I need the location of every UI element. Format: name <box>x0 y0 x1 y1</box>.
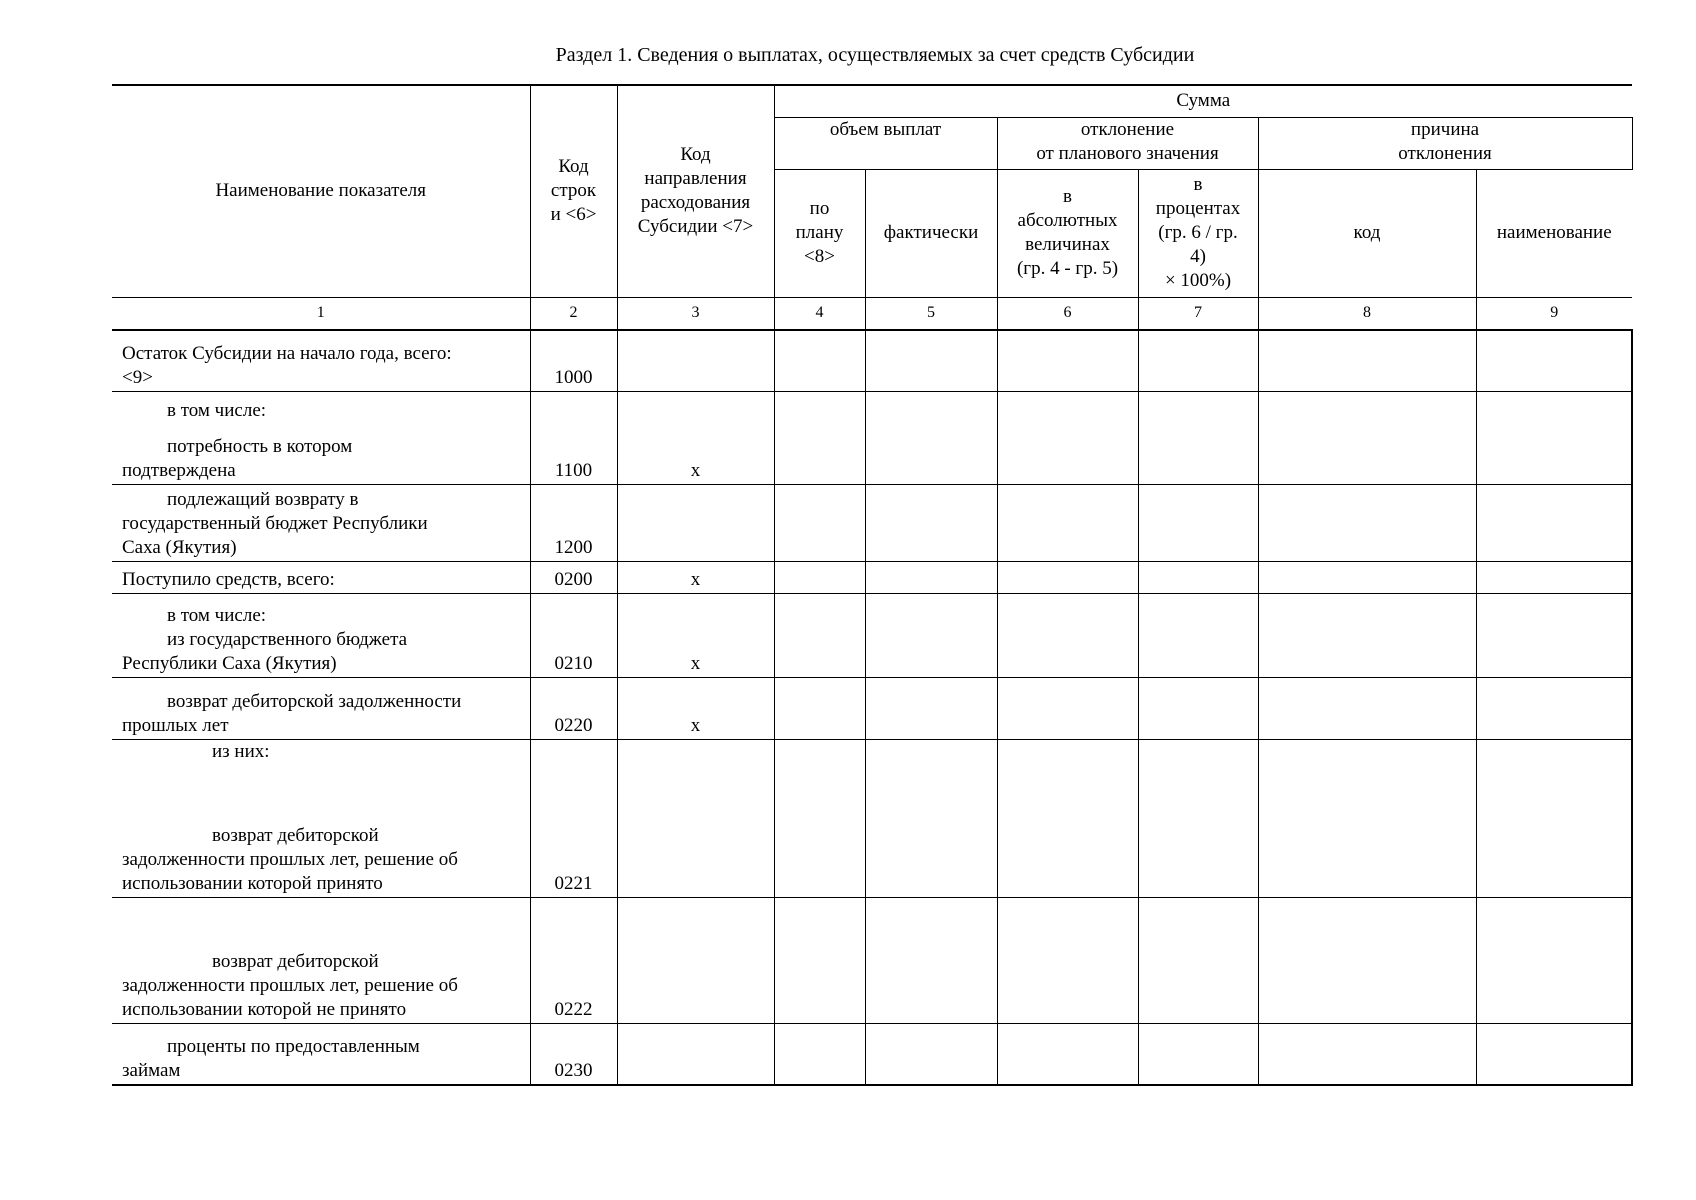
cell-absolute[interactable] <box>997 897 1138 1023</box>
row-direction <box>617 330 774 391</box>
cell-absolute[interactable] <box>997 1023 1138 1085</box>
cell-reason-name[interactable] <box>1476 677 1632 739</box>
row-name-line: возврат дебиторской <box>212 824 379 846</box>
row-name-line: возврат дебиторской <box>212 950 379 972</box>
cell-reason-name[interactable] <box>1476 391 1632 484</box>
header-deviation-l1: отклонение <box>1080 118 1175 140</box>
row-name-line: прошлых лет <box>122 714 229 736</box>
header-volume: объем выплат <box>774 117 997 169</box>
cell-reason-code[interactable] <box>1258 897 1476 1023</box>
header-reason-l2: отклонения <box>1398 142 1492 164</box>
cell-percent[interactable] <box>1138 677 1258 739</box>
row-name-line: Поступило средств, всего: <box>122 568 335 590</box>
row-name-line: использовании которой принято <box>122 872 383 894</box>
cell-plan[interactable] <box>774 561 865 593</box>
row-name-line: проценты по предоставленным <box>167 1036 420 1057</box>
cell-plan[interactable] <box>774 391 865 484</box>
table-row <box>112 561 1632 593</box>
cell-percent[interactable] <box>1138 484 1258 561</box>
cell-percent[interactable] <box>1138 561 1258 593</box>
cell-absolute[interactable] <box>997 677 1138 739</box>
header-direction-code-l3: расходования <box>640 192 751 214</box>
table-row <box>112 677 1632 739</box>
row-direction: x <box>617 561 774 593</box>
cell-plan[interactable] <box>774 593 865 677</box>
column-number-1: 1 <box>112 297 530 330</box>
header-direction-code-l2: направления <box>644 168 747 190</box>
cell-actual[interactable] <box>865 391 997 484</box>
header-absolute-l1: в <box>1063 186 1072 207</box>
cell-reason-name[interactable] <box>1476 330 1632 391</box>
row-code: 0210 <box>530 593 617 677</box>
cell-actual[interactable] <box>865 561 997 593</box>
row-name <box>112 677 530 739</box>
row-code: 1200 <box>530 484 617 561</box>
header-reason-name: наименование <box>1476 169 1632 297</box>
header-plan <box>774 169 865 297</box>
column-number-5: 5 <box>865 297 997 330</box>
row-direction <box>617 739 774 897</box>
cell-reason-code[interactable] <box>1258 677 1476 739</box>
cell-reason-name[interactable] <box>1476 897 1632 1023</box>
row-direction <box>617 1023 774 1085</box>
row-name <box>112 484 530 561</box>
section-title: Раздел 1. Сведения о выплатах, осуществляемых за счет средств Субсидии <box>555 44 1195 66</box>
row-direction <box>617 897 774 1023</box>
cell-percent[interactable] <box>1138 593 1258 677</box>
row-name-line: Остаток Субсидии на начало года, всего: <box>122 342 452 364</box>
cell-reason-code[interactable] <box>1258 561 1476 593</box>
header-percent-l2: процентах <box>1155 198 1241 219</box>
row-name <box>112 593 530 677</box>
row-name <box>112 391 530 484</box>
row-code: 0222 <box>530 897 617 1023</box>
table-row <box>112 391 1632 484</box>
table-row <box>112 739 1632 897</box>
cell-plan[interactable] <box>774 739 865 897</box>
cell-reason-code[interactable] <box>1258 739 1476 897</box>
table-row <box>112 484 1632 561</box>
header-reason-code: код <box>1258 169 1476 297</box>
column-number-2: 2 <box>530 297 617 330</box>
header-line-code-l2: строк <box>550 180 597 202</box>
row-code: 0200 <box>530 561 617 593</box>
row-direction: x <box>617 677 774 739</box>
header-name: Наименование показателя <box>112 85 530 297</box>
row-name <box>112 561 530 593</box>
header-percent-l3: (гр. 6 / гр. <box>1158 222 1238 243</box>
header-actual: фактически <box>865 169 997 297</box>
row-name-line: Саха (Якутия) <box>122 536 237 558</box>
column-number-4: 4 <box>774 297 865 330</box>
header-plan-l3: <8> <box>804 246 835 267</box>
header-direction-code-l4: Субсидии <7> <box>637 216 754 238</box>
cell-absolute[interactable] <box>997 391 1138 484</box>
cell-percent[interactable] <box>1138 391 1258 484</box>
row-name-line: из государственного бюджета <box>167 628 408 650</box>
row-name-line: в том числе: <box>167 604 267 626</box>
row-name <box>112 897 530 1023</box>
cell-reason-name[interactable] <box>1476 561 1632 593</box>
header-percent-l1: в <box>1193 174 1203 195</box>
row-name-line: Республики Саха (Якутия) <box>122 652 337 674</box>
column-number-8: 8 <box>1258 297 1476 330</box>
cell-actual[interactable] <box>865 593 997 677</box>
row-name-line: задолженности прошлых лет, решение об <box>122 974 458 996</box>
row-direction <box>617 484 774 561</box>
header-absolute <box>997 169 1138 297</box>
row-name-line: потребность в котором <box>167 435 353 457</box>
header-absolute-l3: величинах <box>1025 234 1110 255</box>
header-reason <box>1258 117 1632 169</box>
cell-plan[interactable] <box>774 677 865 739</box>
header-direction-code-l1: Код <box>680 144 711 166</box>
row-name <box>112 739 530 897</box>
header-plan-l2: плану <box>795 222 844 243</box>
cell-reason-code[interactable] <box>1258 1023 1476 1085</box>
row-code: 1000 <box>530 330 617 391</box>
row-name-line: государственный бюджет Республики <box>122 512 428 534</box>
header-line-code <box>530 85 617 297</box>
table-row <box>112 593 1632 677</box>
header-sum: Сумма <box>774 85 1632 117</box>
column-number-3: 3 <box>617 297 774 330</box>
payments-table <box>112 84 1633 1086</box>
column-number-6: 6 <box>997 297 1138 330</box>
row-name-line: подтверждена <box>122 459 236 481</box>
cell-plan[interactable] <box>774 1023 865 1085</box>
header-direction-code <box>617 85 774 297</box>
cell-reason-code[interactable] <box>1258 484 1476 561</box>
header-absolute-l2: абсолютных <box>1017 210 1118 231</box>
cell-reason-name[interactable] <box>1476 1023 1632 1085</box>
cell-actual[interactable] <box>865 897 997 1023</box>
cell-reason-name[interactable] <box>1476 593 1632 677</box>
header-absolute-l4: (гр. 4 - гр. 5) <box>1016 258 1119 279</box>
table-row <box>112 1023 1632 1085</box>
row-name-line: возврат дебиторской задолженности <box>167 690 462 712</box>
cell-absolute[interactable] <box>997 593 1138 677</box>
cell-plan[interactable] <box>774 484 865 561</box>
header-percent <box>1138 169 1258 297</box>
header-percent-l4: 4) <box>1190 246 1206 267</box>
row-code: 0221 <box>530 739 617 897</box>
cell-actual[interactable] <box>865 1023 997 1085</box>
cell-plan[interactable] <box>774 330 865 391</box>
row-code: 0230 <box>530 1023 617 1085</box>
row-name-line: подлежащий возврату в <box>167 488 359 510</box>
column-number-9: 9 <box>1476 297 1632 330</box>
cell-actual[interactable] <box>865 484 997 561</box>
header-plan-l1: по <box>809 198 830 219</box>
row-code: 0220 <box>530 677 617 739</box>
header-percent-l5: × 100%) <box>1164 270 1232 291</box>
header-deviation-l2: от планового значения <box>1036 142 1219 164</box>
row-name <box>112 1023 530 1085</box>
cell-percent[interactable] <box>1138 1023 1258 1085</box>
cell-reason-code[interactable] <box>1258 330 1476 391</box>
cell-absolute[interactable] <box>997 330 1138 391</box>
row-name-line: использовании которой не принято <box>122 998 407 1020</box>
cell-reason-code[interactable] <box>1258 593 1476 677</box>
cell-absolute[interactable] <box>997 561 1138 593</box>
row-direction: x <box>617 391 774 484</box>
row-direction: x <box>617 593 774 677</box>
cell-reason-name[interactable] <box>1476 739 1632 897</box>
row-name <box>112 330 530 391</box>
table-row <box>112 897 1632 1023</box>
row-name-line: задолженности прошлых лет, решение об <box>122 848 458 870</box>
header-line-code-l3: и <6> <box>550 204 597 226</box>
cell-plan[interactable] <box>774 897 865 1023</box>
cell-absolute[interactable] <box>997 484 1138 561</box>
cell-actual[interactable] <box>865 677 997 739</box>
cell-percent[interactable] <box>1138 739 1258 897</box>
row-name-line: займам <box>122 1060 181 1081</box>
table-row <box>112 330 1632 391</box>
row-code: 1100 <box>530 391 617 484</box>
column-number-7: 7 <box>1138 297 1258 330</box>
cell-actual[interactable] <box>865 330 997 391</box>
row-name-line: <9> <box>122 366 153 388</box>
cell-actual[interactable] <box>865 739 997 897</box>
row-name-line: в том числе: <box>167 399 267 421</box>
header-deviation <box>997 117 1258 169</box>
cell-reason-code[interactable] <box>1258 391 1476 484</box>
header-reason-l1: причина <box>1410 118 1480 140</box>
cell-percent[interactable] <box>1138 330 1258 391</box>
header-line-code-l1: Код <box>558 156 589 178</box>
cell-absolute[interactable] <box>997 739 1138 897</box>
cell-reason-name[interactable] <box>1476 484 1632 561</box>
row-name-line: из них: <box>212 740 270 762</box>
cell-percent[interactable] <box>1138 897 1258 1023</box>
